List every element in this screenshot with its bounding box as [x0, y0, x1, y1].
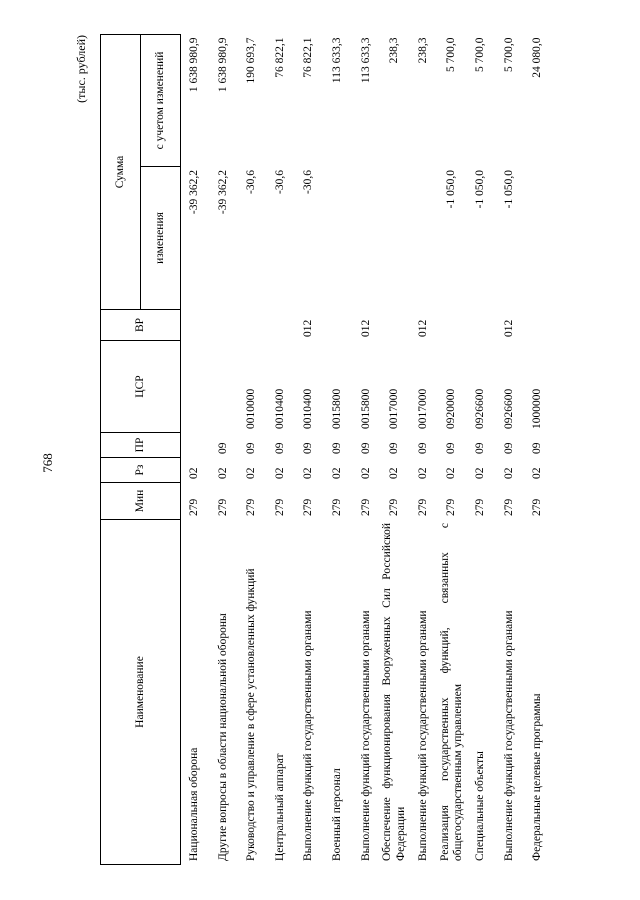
row-change: -1 050,0	[502, 170, 515, 209]
row-rz: 02	[359, 467, 372, 479]
row-total: 1 638 980,9	[188, 37, 201, 93]
row-vr	[266, 310, 295, 341]
row-pr: 09	[502, 442, 515, 454]
row-total: 113 633,3	[330, 37, 343, 84]
row-change: -1 050,0	[473, 170, 486, 209]
table-row	[209, 34, 238, 864]
header-pr: ПР	[101, 433, 181, 458]
table-row	[495, 34, 524, 864]
row-rz: 02	[531, 467, 544, 479]
header-name: Наименование	[101, 520, 181, 865]
row-name: Реализация государственных функций, связанных с общегосударственным управлением	[438, 523, 465, 861]
row-csr: 0017000	[416, 388, 429, 429]
table-row	[438, 34, 467, 864]
row-pr: 09	[273, 442, 286, 454]
table-row	[238, 34, 267, 864]
header-csr: ЦСР	[101, 341, 181, 433]
row-min: 279	[216, 498, 229, 516]
header-min: Мин	[101, 483, 181, 520]
row-pr: 09	[216, 442, 229, 454]
header-sum: Сумма	[101, 34, 141, 309]
row-pr: 09	[416, 442, 429, 454]
row-change: -30,6	[273, 170, 286, 194]
row-min: 279	[273, 498, 286, 516]
row-vr: 012	[416, 319, 429, 337]
row-name: Руководство и управление в сфере установленных функций	[245, 568, 258, 861]
row-vr	[381, 310, 410, 341]
row-pr: 09	[388, 442, 401, 454]
budget-table	[100, 34, 552, 865]
row-change	[381, 167, 410, 310]
row-csr: 1000000	[531, 388, 544, 429]
row-total: 1 638 980,9	[216, 37, 229, 93]
row-rz: 02	[416, 467, 429, 479]
row-rz: 02	[330, 467, 343, 479]
table-row	[181, 34, 210, 864]
row-vr	[323, 310, 352, 341]
row-total: 238,3	[388, 37, 401, 64]
row-rz: 02	[445, 467, 458, 479]
row-pr: 09	[330, 442, 343, 454]
row-csr: 0010400	[302, 388, 315, 429]
row-rz: 02	[188, 467, 201, 479]
row-csr: 0015800	[330, 388, 343, 429]
row-total: 76 822,1	[302, 37, 315, 78]
header-rz: Рз	[101, 458, 181, 483]
table-row	[466, 34, 495, 864]
row-csr: 0926600	[502, 388, 515, 429]
row-min: 279	[359, 498, 372, 516]
row-csr	[181, 341, 210, 433]
row-min: 279	[416, 498, 429, 516]
row-pr: 09	[302, 442, 315, 454]
row-total: 5 700,0	[502, 37, 515, 72]
row-name: Специальные объекты	[473, 751, 486, 861]
row-change: -1 050,0	[445, 170, 458, 209]
row-total: 76 822,1	[273, 37, 286, 78]
row-name: Выполнение функций государственными органами	[502, 610, 515, 861]
table-row	[323, 34, 352, 864]
row-vr	[438, 310, 467, 341]
row-change	[352, 167, 381, 310]
row-change	[524, 167, 553, 310]
row-min: 279	[531, 498, 544, 516]
units-note: (тыс. рублей)	[74, 35, 88, 103]
row-name: Выполнение функций государственными органами	[359, 610, 372, 861]
row-total: 113 633,3	[359, 37, 372, 84]
row-total: 5 700,0	[445, 37, 458, 72]
row-name: Другие вопросы в области национальной обороны	[216, 613, 229, 861]
table-row	[295, 34, 324, 864]
row-vr: 012	[502, 319, 515, 337]
row-vr	[181, 310, 210, 341]
row-change: -30,6	[245, 170, 258, 194]
row-csr	[209, 341, 238, 433]
row-name: Выполнение функций государственными органами	[416, 610, 429, 861]
row-change	[409, 167, 438, 310]
row-pr: 09	[531, 442, 544, 454]
row-min: 279	[388, 498, 401, 516]
row-rz: 02	[473, 467, 486, 479]
row-name: Обеспечение функционирования Вооруженных Сил Российской Федерации	[381, 523, 407, 861]
row-change: -39 362,2	[188, 170, 201, 215]
page-number: 768	[40, 453, 55, 473]
row-total: 190 693,7	[245, 37, 258, 84]
row-pr: 09	[473, 442, 486, 454]
row-rz: 02	[245, 467, 258, 479]
row-rz: 02	[302, 467, 315, 479]
row-total: 238,3	[416, 37, 429, 64]
row-min: 279	[330, 498, 343, 516]
row-change	[323, 167, 352, 310]
table-row	[524, 34, 553, 864]
row-rz: 02	[388, 467, 401, 479]
row-rz: 02	[273, 467, 286, 479]
row-name: Выполнение функций государственными органами	[302, 610, 315, 861]
header-vr: ВР	[101, 310, 181, 341]
row-min: 279	[445, 498, 458, 516]
row-pr: 09	[445, 442, 458, 454]
rotated-page-content	[74, 35, 544, 865]
row-csr: 0015800	[359, 388, 372, 429]
row-csr: 0010400	[273, 388, 286, 429]
row-csr: 0926600	[473, 388, 486, 429]
row-csr: 0920000	[445, 388, 458, 429]
row-csr: 0010000	[245, 388, 258, 429]
row-min: 279	[473, 498, 486, 516]
row-min: 279	[188, 498, 201, 516]
header-with-changes: с учетом изменений	[141, 34, 181, 166]
row-csr: 0017000	[388, 388, 401, 429]
row-vr: 012	[359, 319, 372, 337]
row-vr	[209, 310, 238, 341]
row-name: Федеральные целевые программы	[531, 693, 544, 861]
row-name: Национальная оборона	[188, 747, 201, 861]
row-name: Военный персонал	[330, 768, 343, 861]
row-min: 279	[302, 498, 315, 516]
row-total: 24 080,0	[531, 37, 544, 78]
row-pr: 09	[245, 442, 258, 454]
row-rz: 02	[216, 467, 229, 479]
row-pr: 09	[359, 442, 372, 454]
table-row	[352, 34, 381, 864]
row-vr: 012	[302, 319, 315, 337]
row-vr	[524, 310, 553, 341]
row-pr	[181, 433, 210, 458]
row-change: -39 362,2	[216, 170, 229, 215]
table-row	[266, 34, 295, 864]
row-min: 279	[245, 498, 258, 516]
row-rz: 02	[502, 467, 515, 479]
row-total: 5 700,0	[473, 37, 486, 72]
row-min: 279	[502, 498, 515, 516]
table-row	[381, 34, 410, 864]
row-vr	[466, 310, 495, 341]
header-changes: изменения	[141, 167, 181, 310]
table-row	[409, 34, 438, 864]
row-change: -30,6	[302, 170, 315, 194]
row-name: Центральный аппарат	[273, 753, 286, 861]
row-vr	[238, 310, 267, 341]
